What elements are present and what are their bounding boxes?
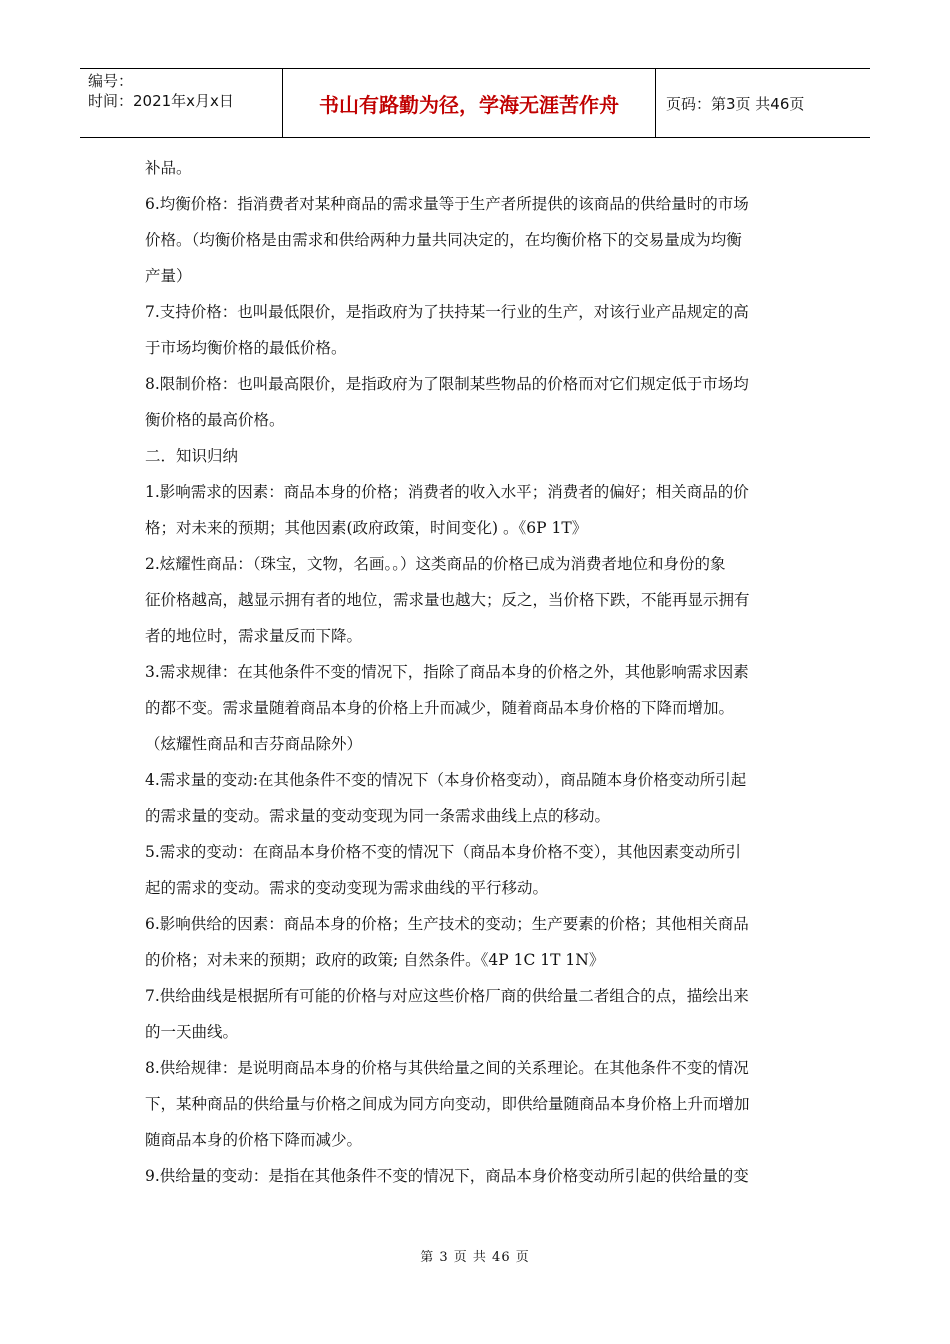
text-line: 起的需求的变动。需求的变动变现为需求曲线的平行移动。 (145, 879, 549, 897)
text-line: 4.需求量的变动:在其他条件不变的情况下（本身价格变动），商品随本身价格变动所引起 (145, 771, 747, 789)
text-line: 格；对未来的预期；其他因素(政府政策，时间变化) 。《6P 1T》 (145, 519, 588, 537)
number-label: 编号： (88, 72, 134, 90)
header-page-info: 页码：第3页 共46页 (666, 94, 805, 113)
header-motto: 书山有路勤为径，学海无涯苦作舟 (282, 69, 656, 137)
text-line: 的价格；对未来的预期；政府的政策; 自然条件。《4P 1C 1T 1N》 (145, 951, 605, 969)
text-line: 的一天曲线。 (145, 1023, 239, 1041)
text-line: 3.需求规律：在其他条件不变的情况下，指除了商品本身的价格之外，其他影响需求因素 (145, 663, 749, 681)
document-body (145, 150, 810, 1194)
text-line: 5.需求的变动：在商品本身价格不变的情况下（商品本身价格不变），其他因素变动所引 (145, 843, 742, 861)
text-line: 的都不变。需求量随着商品本身的价格上升而减少，随着商品本身价格的下降而增加。 (145, 699, 735, 717)
page-footer: 第 3 页 共 46 页 (420, 1250, 530, 1265)
text-line: 2.炫耀性商品：（珠宝，文物，名画。。）这类商品的价格已成为消费者地位和身份的象 (145, 555, 726, 573)
text-line: 的需求量的变动。需求量的变动变现为同一条需求曲线上点的移动。 (145, 807, 611, 825)
text-line: 随商品本身的价格下降而减少。 (145, 1131, 363, 1149)
page-header (80, 68, 870, 138)
text-line: 9.供给量的变动：是指在其他条件不变的情况下，商品本身价格变动所引起的供给量的变 (145, 1167, 749, 1185)
header-meta (80, 69, 282, 137)
text-line: 者的地位时，需求量反而下降。 (145, 627, 363, 645)
text-line: 1.影响需求的因素：商品本身的价格；消费者的收入水平；消费者的偏好；相关商品的价 (145, 483, 749, 501)
text-line: 下，某种商品的供给量与价格之间成为同方向变动，即供给量随商品本身价格上升而增加 (145, 1095, 750, 1113)
text-line: 于市场均衡价格的最低价格。 (145, 339, 347, 357)
text-line: 产量） (145, 267, 192, 285)
text-line: 7.供给曲线是根据所有可能的价格与对应这些价格厂商的供给量二者组合的点，描绘出来 (145, 987, 749, 1005)
text-line: 8.供给规律：是说明商品本身的价格与其供给量之间的关系理论。在其他条件不变的情况 (145, 1059, 749, 1077)
text-line: （炫耀性商品和吉芬商品除外） (145, 735, 363, 753)
text-line: 征价格越高，越显示拥有者的地位，需求量也越大；反之，当价格下跌，不能再显示拥有 (145, 591, 750, 609)
text-line: 衡价格的最高价格。 (145, 411, 285, 429)
text-line: 价格。（均衡价格是由需求和供给两种力量共同决定的，在均衡价格下的交易量成为均衡 (145, 231, 742, 249)
text-line: 7.支持价格：也叫最低限价，是指政府为了扶持某一行业的生产，对该行业产品规定的高 (145, 303, 749, 321)
text-line: 补品。 (145, 159, 192, 177)
text-line: 8.限制价格：也叫最高限价，是指政府为了限制某些物品的价格而对它们规定低于市场均 (145, 375, 749, 393)
text-line: 6.影响供给的因素：商品本身的价格；生产技术的变动；生产要素的价格；其他相关商品 (145, 915, 749, 933)
date-label: 时间：2021年x月x日 (88, 92, 234, 110)
text-line: 二．知识归纳 (145, 447, 239, 465)
text-line: 6.均衡价格：指消费者对某种商品的需求量等于生产者所提供的该商品的供给量时的市场 (145, 195, 749, 213)
